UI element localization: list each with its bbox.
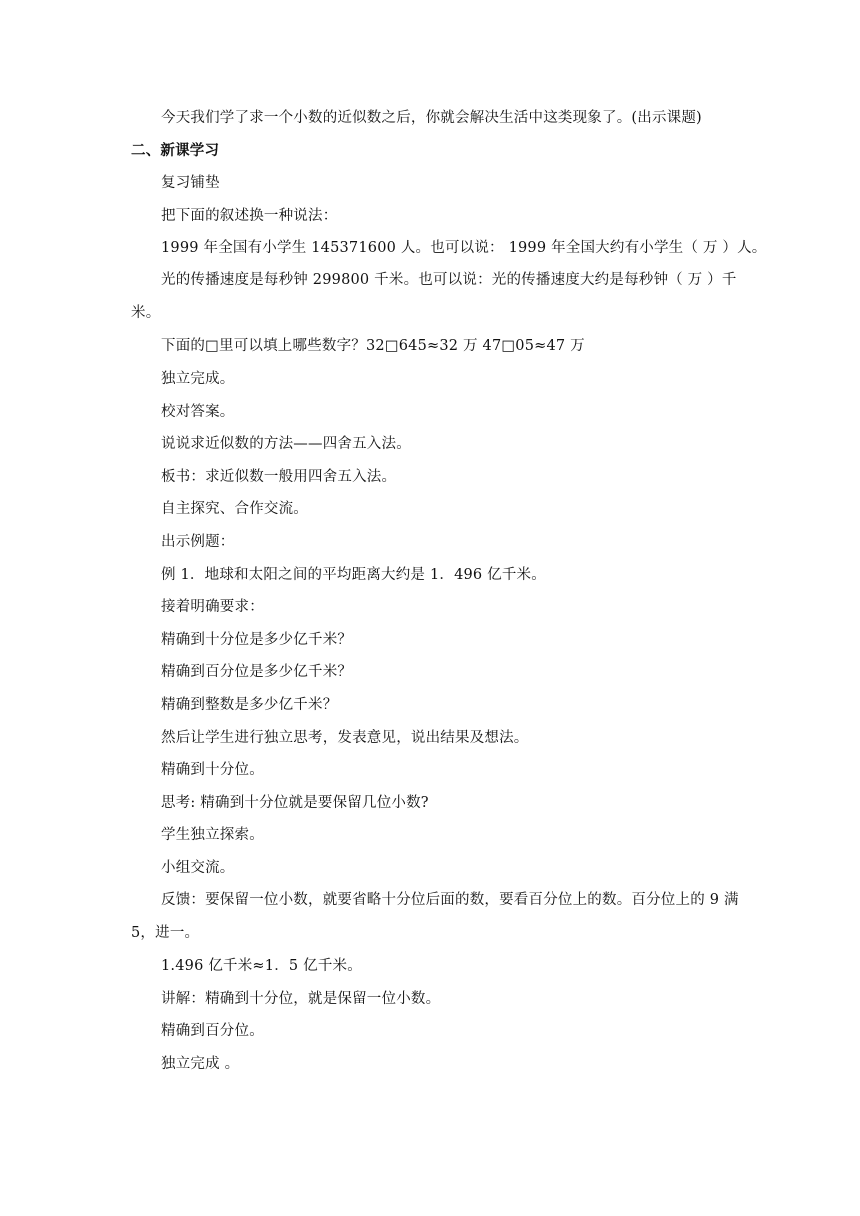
paragraph-result: 1.496 亿千米≈1．5 亿千米。 xyxy=(161,958,362,975)
paragraph-q-hundredths: 精确到百分位是多少亿千米？ xyxy=(161,664,353,681)
paragraph-q-integer: 精确到整数是多少亿千米？ xyxy=(161,697,338,713)
section-heading-new-lesson: 二、新课学习 xyxy=(131,141,220,159)
document-body xyxy=(0,108,860,1086)
paragraph-think-question: 思考: 精确到十分位就是要保留几位小数? xyxy=(161,794,429,811)
paragraph-q-tenths: 精确到十分位是多少亿千米？ xyxy=(161,631,353,648)
paragraph-requirements: 接着明确要求： xyxy=(161,599,264,616)
paragraph-fill-box: 下面的□里可以填上哪些数字？32□645≈32 万 47□05≈47 万 xyxy=(161,338,585,355)
paragraph-intro: 今天我们学了求一个小数的近似数之后，你就会解决生活中这类现象了。(出示课题) xyxy=(161,110,702,126)
paragraph-explain: 讲解：精确到十分位，就是保留一位小数。 xyxy=(161,990,441,1007)
paragraph-think-discuss: 然后让学生进行独立思考，发表意见，说出结果及想法。 xyxy=(161,729,529,746)
paragraph-rephrase: 把下面的叙述换一种说法： xyxy=(161,207,338,224)
paragraph-feedback: 反馈：要保留一位小数，就要省略十分位后面的数，要看百分位上的数。百分位上的 9 满 5，进一。 xyxy=(131,892,739,942)
paragraph-explore-alone: 学生独立探索。 xyxy=(161,827,264,844)
paragraph-hundredths: 精确到百分位。 xyxy=(161,1023,264,1040)
paragraph-independent-2: 独立完成 。 xyxy=(161,1055,240,1072)
paragraph-show-example: 出示例题： xyxy=(161,534,235,551)
paragraph-example-1: 例 1．地球和太阳之间的平均距离大约是 1．496 亿千米。 xyxy=(161,566,546,583)
paragraph-light-speed: 光的传播速度是每秒钟 299800 千米。也可以说：光的传播速度大约是每秒钟（ 万 ）千米。 xyxy=(131,272,737,322)
paragraph-independent: 独立完成。 xyxy=(161,371,235,388)
paragraph-check-answers: 校对答案。 xyxy=(161,403,235,420)
paragraph-explore: 自主探究、合作交流。 xyxy=(161,501,308,518)
paragraph-group-exchange: 小组交流。 xyxy=(161,859,235,876)
paragraph-board: 板书：求近似数一般用四舍五入法。 xyxy=(161,468,397,485)
paragraph-review: 复习铺垫 xyxy=(161,175,220,192)
paragraph-students-1999: 1999 年全国有小学生 145371600 人。也可以说： 1999 年全国大约有小学生（ 万 ）人。 xyxy=(161,240,767,257)
paragraph-method: 说说求近似数的方法——四舍五入法。 xyxy=(161,436,411,453)
paragraph-tenths: 精确到十分位。 xyxy=(161,762,264,779)
